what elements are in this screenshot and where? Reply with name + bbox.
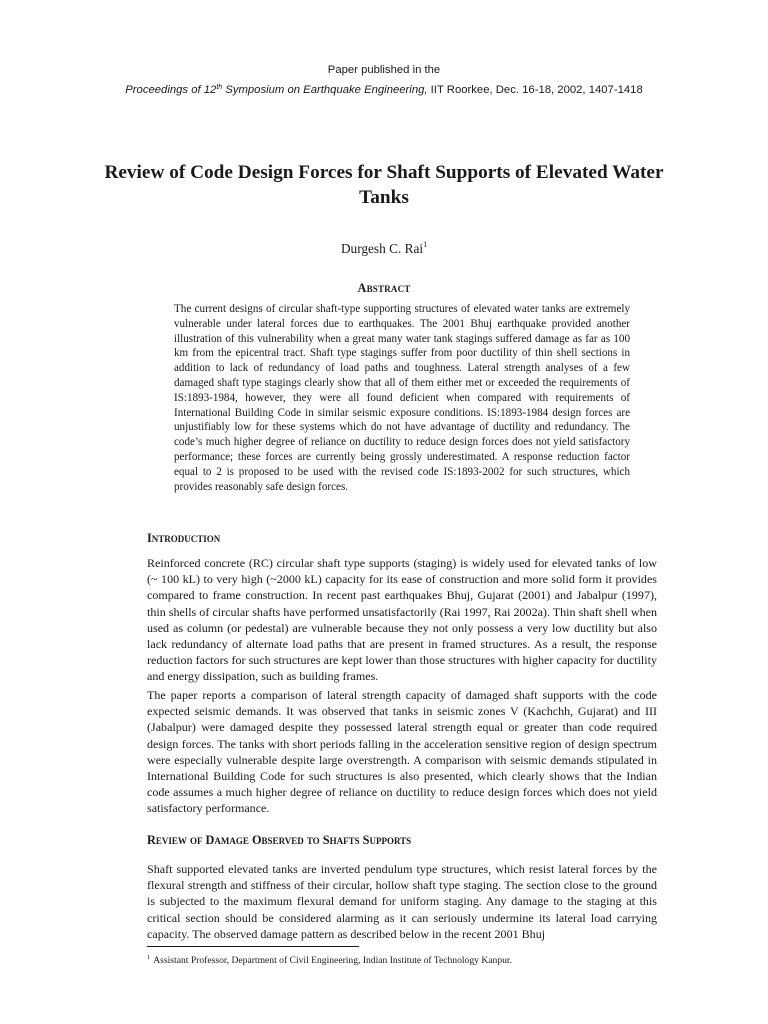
footnote-mark: 1	[147, 954, 151, 961]
introduction-paragraph-1: Reinforced concrete (RC) circular shaft type supports (staging) is widely used for elevated tanks of low (~ 100 kL) to very high (~2000 kL) capacity for its ease of construction and more solid form it provides compared to frame construction. In recent past earthquakes Bhuj, Gujarat (2001) and Jabalpur (1997), thin shells of circular shafts have performed unsatisfactorily (Rai 1997, Rai 2002a). Thin shaft shell when used as column (or pedestal) are vulnerable because they not only possess a very low ductility but also lack redundancy of alternate load paths that are present in framed structures. As a result, the response reduction factors for such structures are kept lower than those structures with higher capacity for ductility and energy dissipation, such as building frames.	[147, 556, 657, 684]
proceedings-prefix: Proceedings of 12	[125, 84, 217, 96]
footnote-divider	[147, 946, 359, 947]
abstract-text: The current designs of circular shaft-type supporting structures of elevated water tanks are extremely vulnerable under lateral forces due to earthquakes. The 2001 Bhuj earthquake provided another illustration of this vulnerability when a great many water tank stagings suffered damage as far as 100 km from the epicentral tract. Shaft type stagings suffer from poor ductility of thin shell sections in addition to lack of redundancy of load paths and toughness. Lateral strength analyses of a few damaged shaft type stagings clearly show that all of them either met or exceeded the requirements of IS:1893-1984, however, they were all found deficient when compared with requirements of International Building Code in similar seismic exposure conditions. IS:1893-1984 design forces are unjustifiably low for these systems which do not have advantage of ductility and redundancy. The code’s much higher degree of reliance on ductility to reduce design forces does not yield satisfactory performance; these forces are currently being grossly underestimated. A response reduction factor equal to 2 is proposed to be used with the revised code IS:1893-2002 for such structures, which provides reasonably safe design forces.	[174, 303, 630, 493]
publication-line-1: Paper published in the	[327, 64, 441, 76]
publication-header	[0, 62, 768, 99]
author-footnote-mark: 1	[423, 240, 428, 249]
proceedings-ordinal: th	[216, 84, 223, 91]
proceedings-venue: IIT Roorkee, Dec. 16-18, 2002, 1407-1418	[427, 84, 643, 96]
abstract-heading: Abstract	[357, 281, 411, 295]
proceedings-line	[0, 79, 768, 99]
author-name: Durgesh C. Rai	[340, 241, 424, 256]
footnote-text: Assistant Professor, Department of Civil Engineering, Indian Institute of Technology Kanpur.	[153, 955, 512, 966]
paper-title: Review of Code Design Forces for Shaft Supports of Elevated Water Tanks	[104, 162, 664, 208]
footnote	[147, 952, 657, 967]
review-heading: Review of Damage Observed to Shafts Supports	[147, 833, 412, 847]
introduction-heading: Introduction	[147, 531, 221, 545]
review-paragraph: Shaft supported elevated tanks are inverted pendulum type structures, which resist lateral forces by the flexural strength and stiffness of their circular, hollow shaft type staging. The section close to the ground is subjected to the maximum flexural demand for uniform staging. Any damage to the staging at this critical section should be considered alarming as it can seriously undermine its lateral load carrying capacity. The observed damage pattern as described below in the recent 2001 Bhuj	[147, 862, 657, 941]
author-line	[0, 240, 768, 257]
introduction-paragraph-2: The paper reports a comparison of lateral strength capacity of damaged shaft supports with the code expected seismic demands. It was observed that tanks in seismic zones V (Kachchh, Gujarat) and III (Jabalpur) were damaged despite they possessed lateral strength equal or greater than code required design forces. The tanks with short periods falling in the acceleration sensitive region of design spectrum were especially vulnerable despite large overstrength. A comparison with seismic demands stipulated in International Building Code for such structures is also presented, which clearly shows that the Indian code assumes a much higher degree of reliance on ductility to reduce design forces which does not yield satisfactory performance.	[147, 688, 657, 816]
proceedings-name: Symposium on Earthquake Engineering,	[222, 84, 428, 96]
